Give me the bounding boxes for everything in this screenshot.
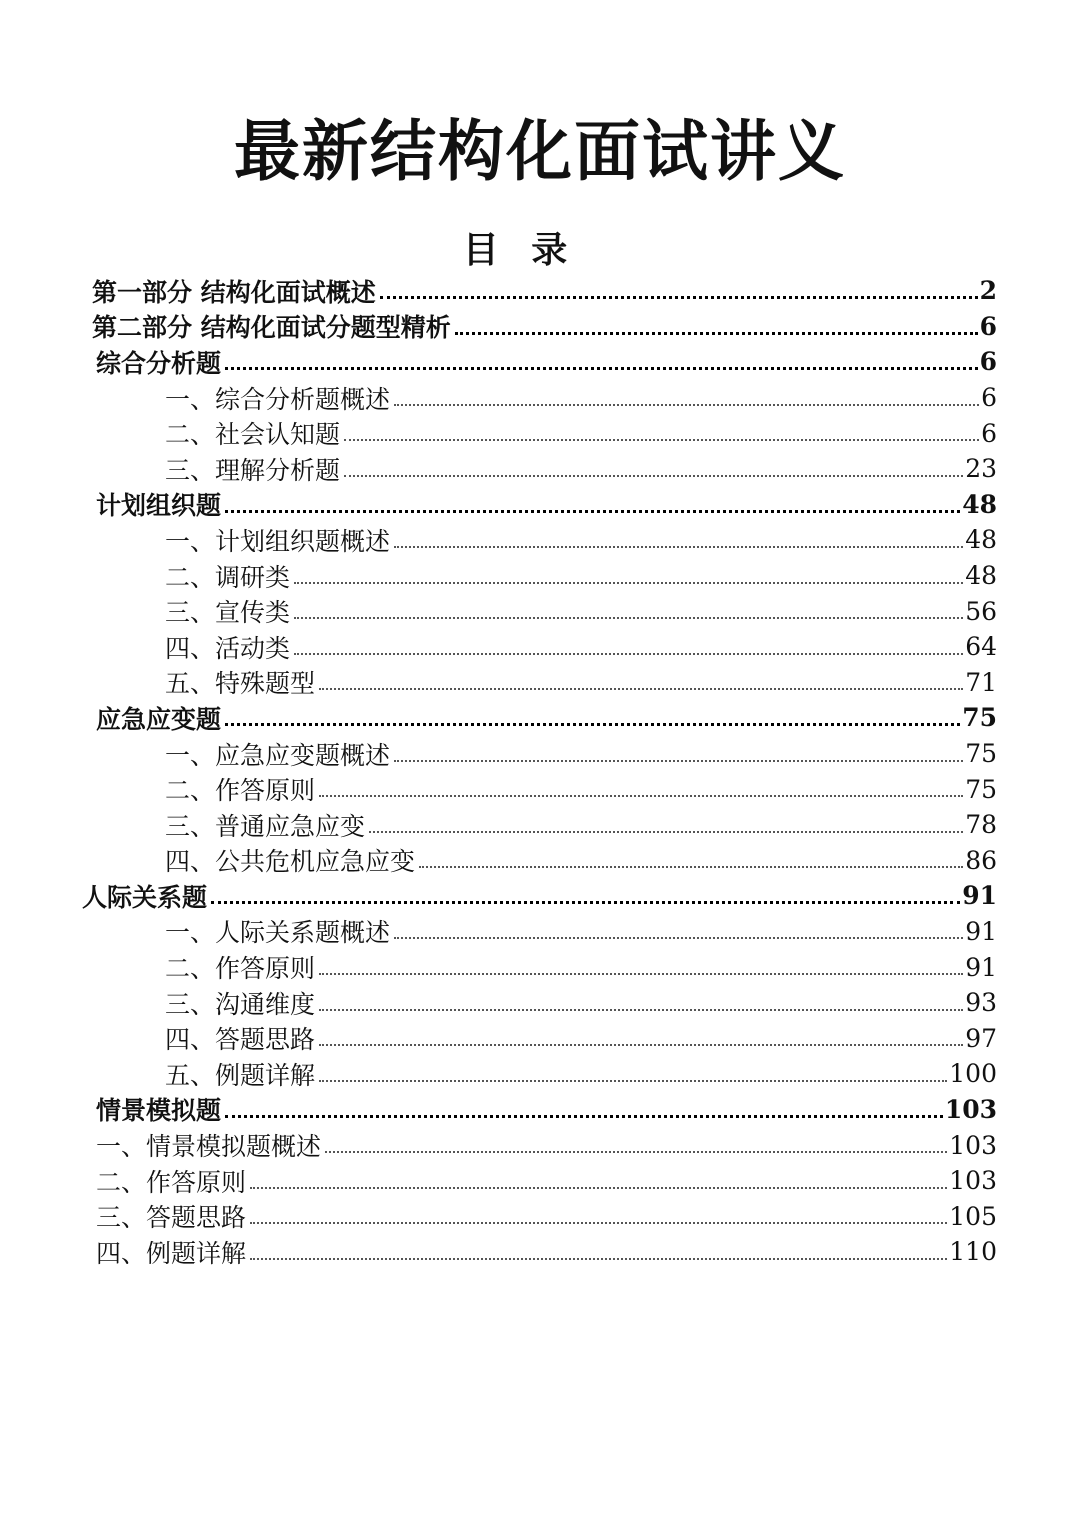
toc-entry-subsection [0,1127,1080,1163]
toc-entry-page: 75 [965,739,997,769]
dot-leader [319,1080,947,1082]
dot-leader [419,866,963,868]
toc-entry-subsection [0,415,1080,451]
toc-entry-page: 75 [965,774,997,804]
toc-entry-part-1 [0,273,1080,309]
toc-entry-label: 二、作答原则 [96,1167,247,1197]
toc-entry-label: 四、例题详解 [96,1238,247,1268]
toc-entry-page: 6 [979,311,997,341]
toc-entry-page: 91 [962,881,997,911]
dot-leader [344,439,979,441]
toc-entry-page: 48 [965,561,997,591]
toc-entry-page: 110 [949,1237,997,1267]
dot-leader [394,937,963,939]
toc-entry-page: 6 [979,347,997,377]
toc-entry-subsection [0,1198,1080,1234]
toc-entry-page: 91 [965,916,997,946]
toc-entry-label: 四、答题思路 [165,1025,316,1055]
toc-entry-label: 第一部分 结构化面试概述 [92,277,376,307]
toc-entry-page: 78 [965,810,997,840]
toc-entry-page: 105 [949,1201,997,1231]
toc-entry-label: 一、综合分析题概述 [165,384,391,414]
toc-entry-subsection [0,843,1080,879]
toc-entry-label: 二、调研类 [165,562,291,592]
toc-entry-page: 75 [962,703,997,733]
toc-entry-label: 计划组织题 [96,491,222,521]
toc-entry-subsection [0,1163,1080,1199]
toc-entry-section [0,344,1080,380]
toc-entry-subsection [0,771,1080,807]
toc-entry-label: 三、答题思路 [96,1203,247,1233]
dot-leader [319,1009,963,1011]
toc-entry-page: 64 [965,632,997,662]
dot-leader [394,546,963,548]
toc-entry-label: 二、社会认知题 [165,420,341,450]
toc-entry-subsection [0,985,1080,1021]
toc-entry-label: 四、公共危机应急应变 [165,847,416,877]
dot-leader [319,1044,963,1046]
toc-entry-page: 6 [981,418,997,448]
dot-leader [325,1151,947,1153]
toc-entry-page: 48 [965,525,997,555]
toc-entry-subsection [0,1056,1080,1092]
toc-entry-label: 情景模拟题 [96,1096,222,1126]
toc-entry-subsection [0,736,1080,772]
toc-entry-page: 97 [965,1023,997,1053]
toc-entry-page: 86 [965,845,997,875]
toc-entry-page: 56 [965,596,997,626]
toc-entry-page: 23 [965,454,997,484]
toc-entry-subsection [0,914,1080,950]
toc-entry-label: 综合分析题 [96,348,222,378]
dot-leader [250,1222,947,1224]
toc-entry-page: 91 [965,952,997,982]
toc-entry-subsection [0,593,1080,629]
toc-entry-subsection [0,807,1080,843]
toc-entry-subsection [0,451,1080,487]
toc-entry-subsection [0,522,1080,558]
dot-leader [369,831,963,833]
table-of-contents [0,273,1080,1270]
toc-entry-subsection [0,949,1080,985]
toc-entry-label: 人际关系题 [82,882,208,912]
toc-entry-page: 103 [949,1166,997,1196]
toc-entry-section [0,878,1080,914]
toc-entry-page: 103 [944,1094,997,1124]
dot-leader [225,1115,943,1118]
dot-leader [294,617,963,619]
toc-entry-label: 三、宣传类 [165,598,291,628]
document-title: 最新结构化面试讲义 [234,113,846,190]
toc-entry-label: 三、理解分析题 [165,455,341,485]
dot-leader [319,688,963,690]
dot-leader [225,510,960,513]
toc-entry-label: 二、作答原则 [165,776,316,806]
toc-entry-label: 三、普通应急应变 [165,811,366,841]
dot-leader [344,475,963,477]
toc-entry-subsection [0,558,1080,594]
toc-entry-label: 三、沟通维度 [165,989,316,1019]
toc-entry-label: 一、计划组织题概述 [165,526,391,556]
toc-entry-subsection [0,665,1080,701]
dot-leader [319,795,963,797]
toc-entry-subsection [0,1020,1080,1056]
dot-leader [294,653,963,655]
toc-entry-label: 应急应变题 [96,704,222,734]
toc-entry-page: 100 [949,1059,997,1089]
dot-leader [225,723,960,726]
toc-entry-page: 2 [979,276,997,306]
dot-leader [250,1258,947,1260]
toc-entry-section [0,1092,1080,1128]
dot-leader [319,973,963,975]
toc-entry-part-2 [0,309,1080,345]
dot-leader [225,367,978,370]
toc-entry-label: 四、活动类 [165,633,291,663]
toc-entry-label: 五、例题详解 [165,1060,316,1090]
dot-leader [380,296,978,299]
dot-leader [294,582,963,584]
toc-entry-subsection [0,380,1080,416]
toc-entry-label: 二、作答原则 [165,954,316,984]
toc-entry-label: 一、情景模拟题概述 [96,1132,322,1162]
toc-heading: 目 录 [462,229,578,271]
toc-entry-section [0,487,1080,523]
toc-entry-label: 第二部分 结构化面试分题型精析 [92,313,451,343]
toc-entry-label: 一、人际关系题概述 [165,918,391,948]
dot-leader [455,332,978,335]
toc-entry-section [0,700,1080,736]
dot-leader [394,404,979,406]
toc-entry-subsection [0,1234,1080,1270]
toc-entry-label: 五、特殊题型 [165,669,316,699]
toc-entry-page: 93 [965,988,997,1018]
toc-entry-subsection [0,629,1080,665]
toc-entry-page: 103 [949,1130,997,1160]
toc-entry-page: 71 [965,667,997,697]
dot-leader [211,901,960,904]
toc-entry-page: 6 [981,383,997,413]
toc-entry-page: 48 [962,489,997,519]
dot-leader [250,1187,947,1189]
toc-entry-label: 一、应急应变题概述 [165,740,391,770]
dot-leader [394,760,963,762]
